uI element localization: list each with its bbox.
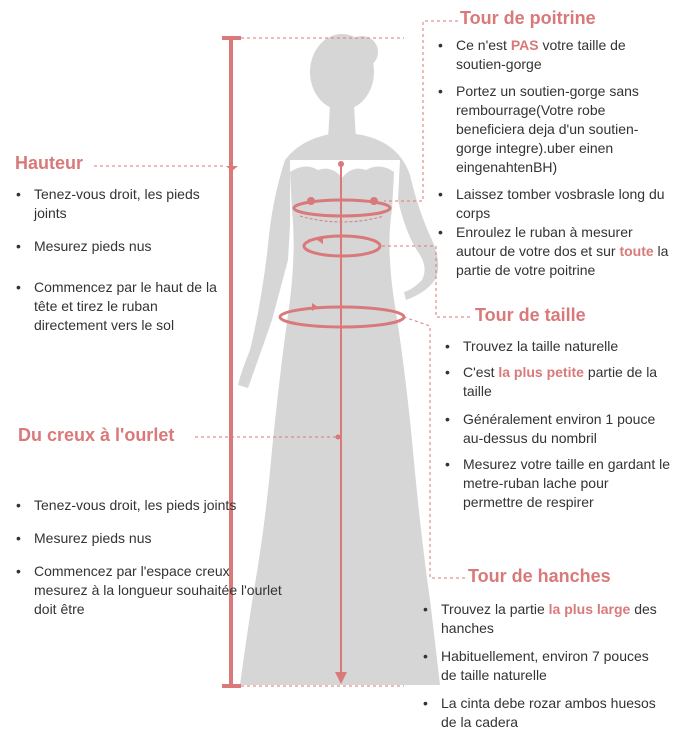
list-item: • Trouvez la partie la plus large des hanches — [421, 600, 667, 638]
list-item: • Mesurez pieds nus — [14, 529, 284, 548]
list-item: • Trouvez la taille naturelle — [443, 337, 671, 356]
list-item: • Tenez-vous droit, les pieds joints — [14, 185, 229, 223]
waist-heading: Tour de taille — [475, 305, 586, 325]
list-item: • Tenez-vous droit, les pieds joints — [14, 496, 244, 515]
list-item: • Laissez tomber vosbrasle long du corps — [436, 185, 672, 223]
hollow-heading: Du creux à l'ourlet — [18, 425, 175, 445]
list-item: • Commencez par le haut de la tête et tirez le ruban directement vers le sol — [14, 278, 229, 335]
list-item: • Habituellement, environ 7 pouces de taille naturelle — [421, 647, 667, 685]
list-item: • Commencez par l'espace creux mesurez à la longueur souhaitée l'ourlet doit être — [14, 562, 284, 619]
list-item: • Généralement environ 1 pouce au-dessus du nombril — [443, 410, 671, 448]
height-heading: Hauteur — [15, 153, 84, 173]
list-item: • Ce n'est PAS votre taille de soutien-gorge — [436, 36, 672, 74]
hips-instructions — [421, 600, 667, 732]
list-item: • C'est la plus petite partie de la taille — [443, 363, 671, 401]
hips-heading: Tour de hanches — [468, 566, 611, 586]
list-item: • Portez un soutien-gorge sans rembourrage(Votre robe beneficiera deja d'un soutien-gorge integre).uber einen eingenahtenBH) — [436, 82, 672, 177]
hollow-instructions — [14, 496, 284, 619]
list-item: • Mesurez pieds nus — [14, 237, 229, 256]
waist-instructions — [443, 337, 671, 512]
list-item: • La cinta debe rozar ambos huesos de la cadera — [421, 694, 667, 732]
bust-instructions — [436, 36, 672, 280]
bust-heading: Tour de poitrine — [460, 8, 596, 28]
list-item: • Mesurez votre taille en gardant le metre-ruban lache pour permettre de respirer — [443, 455, 671, 512]
list-item: • Enroulez le ruban à mesurer autour de votre dos et sur toute la partie de votre poitrine — [436, 223, 672, 280]
height-instructions — [14, 185, 229, 335]
